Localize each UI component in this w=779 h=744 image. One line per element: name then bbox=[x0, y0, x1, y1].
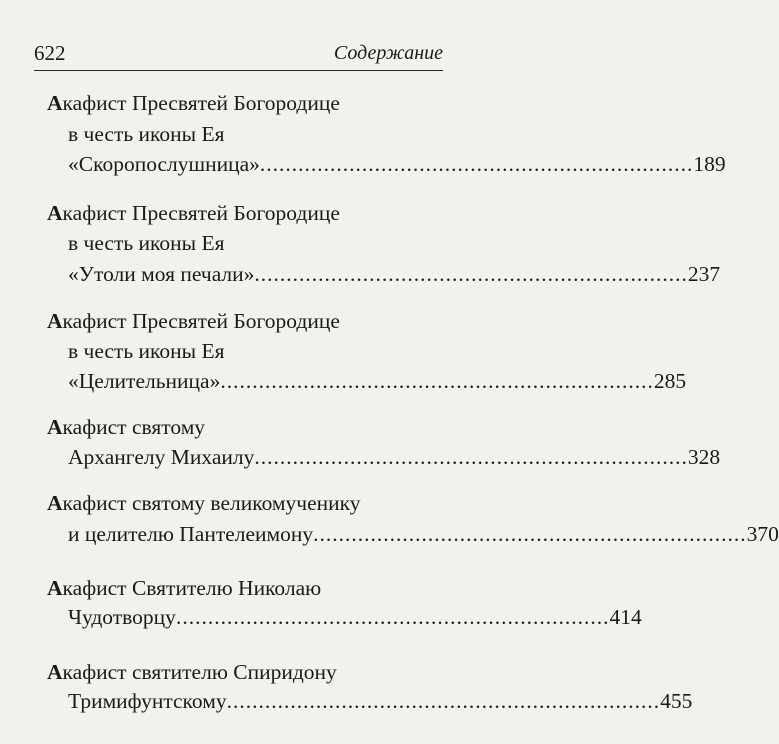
toc-entry-subtitle: в честь иконы Ея bbox=[68, 122, 225, 146]
leader-dots: .................................................................... bbox=[254, 262, 688, 286]
leader-dots: .................................................................... bbox=[259, 152, 694, 176]
leader-dots: .................................................................... bbox=[254, 445, 688, 469]
toc-entry-title-line bbox=[47, 200, 340, 226]
leader-dots: .................................................................... bbox=[226, 689, 661, 713]
toc-entry-page: 285 bbox=[653, 369, 687, 393]
toc-entry-title: кафист Пресвятей Богородице bbox=[62, 91, 340, 115]
toc-entry-initial: А bbox=[47, 415, 63, 439]
toc-entry-label: Тримифунтскому bbox=[68, 689, 227, 713]
toc-entry-initial: А bbox=[47, 660, 63, 684]
toc-entry-title-line bbox=[47, 490, 361, 516]
toc-entry-title-line bbox=[47, 659, 337, 685]
toc-entry-page: 237 bbox=[687, 262, 721, 286]
toc-entry-initial: А bbox=[47, 576, 63, 600]
toc-entry-title: кафист Пресвятей Богородице bbox=[62, 309, 340, 333]
leader-dots: .................................................................... bbox=[313, 522, 747, 546]
toc-entry-title-line bbox=[47, 414, 205, 440]
toc-entry-title-line bbox=[47, 90, 340, 116]
toc-entry-title-line bbox=[47, 575, 321, 601]
toc-entry-initial: А bbox=[47, 309, 63, 333]
toc-entry-page: 189 bbox=[693, 152, 726, 176]
toc-entry-title: кафист святителю Спиридону bbox=[62, 660, 337, 684]
toc-entry-label: «Скоропослушница» bbox=[68, 152, 260, 176]
toc-entry-label: Чудотворцу bbox=[68, 605, 176, 629]
toc-entry-title: кафист Святителю Николаю bbox=[62, 576, 322, 600]
toc-entry-label: и целителю Пантелеимону bbox=[68, 522, 314, 546]
toc-entry-page: 414 bbox=[609, 605, 642, 629]
toc-entry-last-line bbox=[68, 261, 721, 287]
leader-dots: .................................................................... bbox=[175, 605, 610, 629]
toc-entry-title: кафист Пресвятей Богородице bbox=[62, 201, 340, 225]
page-number: 622 bbox=[34, 41, 66, 65]
toc-entry-label: «Целительница» bbox=[68, 369, 221, 393]
toc-entry-last-line bbox=[68, 521, 779, 547]
toc-entry-subtitle: в честь иконы Ея bbox=[68, 231, 225, 255]
toc-entry-page: 370 bbox=[746, 522, 779, 546]
toc-entry-initial: А bbox=[47, 491, 63, 515]
running-title: Содержание bbox=[333, 42, 443, 64]
toc-entry-last-line bbox=[68, 151, 726, 177]
toc-entry-page: 328 bbox=[687, 445, 721, 469]
toc-entry-last-line bbox=[68, 444, 721, 470]
toc-entry-initial: А bbox=[47, 91, 63, 115]
toc-entry-last-line bbox=[68, 688, 693, 714]
toc-entry-initial: А bbox=[47, 201, 63, 225]
toc-entry-label: Архангелу Михаилу bbox=[68, 445, 255, 469]
toc-entry-title-line bbox=[47, 308, 340, 334]
toc-entry-page: 455 bbox=[660, 689, 693, 713]
toc-entry-title: кафист святому великомученику bbox=[62, 491, 361, 515]
leader-dots: .................................................................... bbox=[220, 369, 654, 393]
toc-entry-label: «Утоли моя печали» bbox=[68, 262, 255, 286]
toc-entry-title: кафист святому bbox=[62, 415, 206, 439]
toc-entry-last-line bbox=[68, 604, 642, 630]
toc-entry-last-line bbox=[68, 368, 687, 394]
toc-entry-subtitle: в честь иконы Ея bbox=[68, 339, 225, 363]
